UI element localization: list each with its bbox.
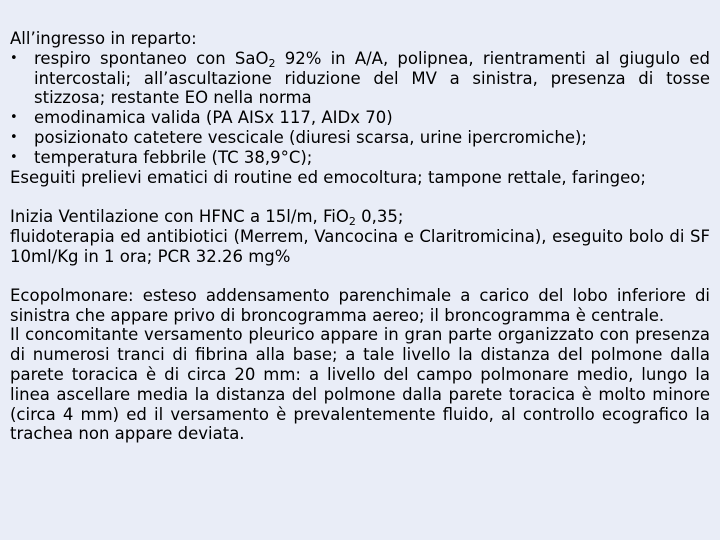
ultrasound-paragraph-2: Il concomitante versamento pleurico appare in gran parte organizzato con presenza di numerosi tranci di fibrina alla base; a tale livello la distanza del polmone dalla parete toracica è di circa 20 mm: a livello del campo polmonare medio, lungo la linea ascellare media la distanza del polmone dalla parete toracica è molto minore (circa 4 mm) ed il versamento è prevalentemente fluido, al controllo ecografico la trachea non appare deviata. [10,325,710,444]
admission-heading: All’ingresso in reparto: [10,29,197,48]
bullet-respiration: • respiro spontaneo con SaO$_2$ 92% in A/A, polipnea, rientramenti al giugulo ed intercostali; all’ascultazione riduzione del MV a sinistra, presenza di tosse stizzosa; restante EO nella norma [10,49,710,108]
admission-closing: Eseguiti prelievi ematici di routine ed emocoltura; tampone rettale, faringeo; [10,167,646,187]
ultrasound-paragraph-1: Ecopolmonare: esteso addensamento parenchimale a carico del lobo inferiore di sinistra che appare privo di broncogramma aereo; il broncogramma è centrale. [10,285,710,325]
ventilation-paragraph: Inizia Ventilazione con HFNC a 15l/m, FiO$_2$ 0,35; fluidoterapia ed antibiotici (Merrem, Vancocina e Claritromicina), eseguito bolo di SF 10ml/Kg in 1 ora; PCR 32.26 mg% [10,207,710,266]
bullet-temperature: • temperatura febbrile (TC 38,9°C); [10,148,710,168]
admission-bullet-list [10,49,710,168]
ventilation-section [10,207,710,266]
bullet-hemodynamics: • emodinamica valida (PA AISx 117, AIDx 70) [10,108,710,128]
admission-section [10,29,710,187]
bullet-catheter: • posizionato catetere vescicale (diuresi scarsa, urine ipercromiche); [10,128,710,148]
ultrasound-section [10,286,710,444]
